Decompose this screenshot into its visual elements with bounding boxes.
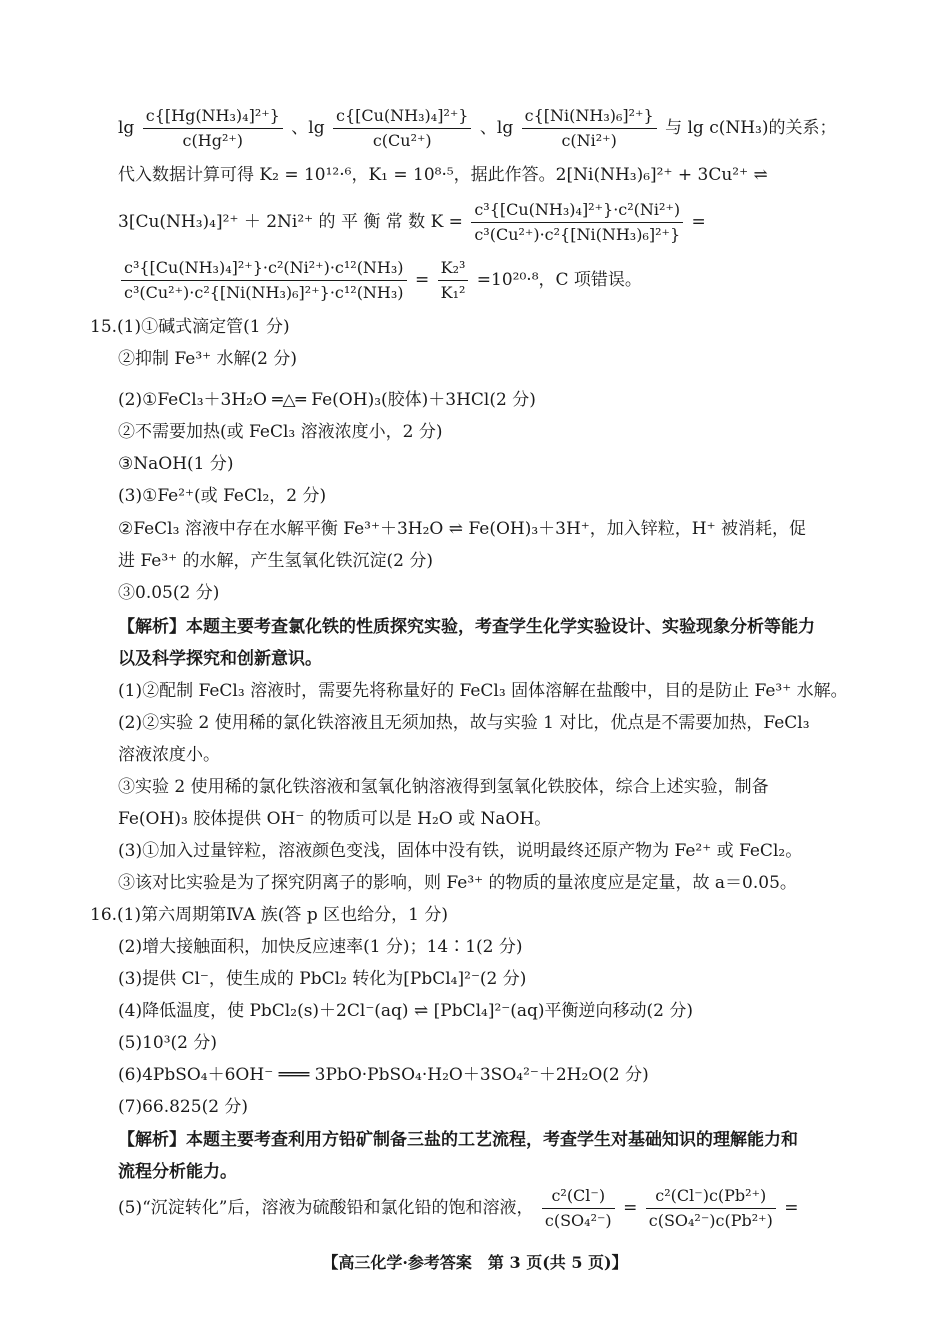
q16-line: (4)降低温度，使 PbCl₂(s)＋2Cl⁻(aq) ⇌ [PbCl₄]²⁻(aq)平衡逆向移动(2 分) (118, 1001, 694, 1021)
q15-analysis-heading: 以及科学探究和创新意识。 (118, 649, 322, 669)
q15-analysis-line: ③该对比实验是为了探究阴离子的影响，则 Fe³⁺ 的物质的量浓度应是定量，故 a＝0.05。 (118, 873, 797, 893)
q16-title: 16.(1)第六周期第ⅣA 族(答 p 区也给分，1 分) (90, 905, 448, 925)
equals-sign: = (414, 270, 430, 290)
q15-line: ③NaOH(1 分) (118, 454, 234, 474)
k-result: =10²⁰·⁸，C 项错误。 (476, 270, 642, 290)
q15-analysis-heading: 【解析】本题主要考查氯化铁的性质探究实验，考查学生化学实验设计、实验现象分析等能力 (118, 617, 815, 637)
fraction-denominator: c³(Cu²⁺)·c²{[Ni(NH₃)₆]²⁺} (474, 225, 681, 244)
ni-fraction (522, 104, 657, 153)
relation-suffix: 与 lg c(NH₃)的关系； (665, 118, 837, 138)
q15-analysis-line: ③实验 2 使用稀的氯化铁溶液和氢氧化钠溶液得到氢氧化铁胶体，综合上述实验，制备 (118, 777, 769, 797)
page-footer: 【高三化学·参考答案 第 3 页(共 5 页)】 (322, 1253, 628, 1272)
lg-prefix: lg (118, 118, 135, 138)
equals-sign: = (784, 1198, 799, 1218)
q15-line: ③0.05(2 分) (118, 583, 220, 603)
q15-analysis-line: (2)②实验 2 使用稀的氯化铁溶液且无须加热，故与实验 1 对比，优点是不需要加热，FeCl₃ (118, 713, 810, 733)
fraction-numerator: c{[Ni(NH₃)₆]²⁺} (522, 104, 657, 129)
k-ratio-fraction (438, 256, 469, 305)
cl-pb-fraction (646, 1184, 776, 1233)
q16-analysis-heading: 【解析】本题主要考查利用方铅矿制备三盐的工艺流程，考查学生对基础知识的理解能力和 (118, 1130, 798, 1150)
q16-analysis-heading: 流程分析能力。 (118, 1162, 237, 1182)
q15-analysis-line: Fe(OH)₃ 胶体提供 OH⁻ 的物质可以是 H₂O 或 NaOH。 (118, 809, 552, 829)
q15-line: 进 Fe³⁺ 的水解，产生氢氧化铁沉淀(2 分) (118, 551, 434, 571)
formula-prefix: (5)“沉淀转化”后，溶液为硫酸铅和氯化铅的饱和溶液， (118, 1198, 534, 1218)
separator: 、lg (479, 118, 514, 138)
fraction-numerator: K₂³ (438, 256, 469, 281)
fraction-numerator: c{[Cu(NH₃)₄]²⁺} (333, 104, 471, 129)
fraction-denominator: c(Cu²⁺) (372, 131, 432, 150)
equilibrium-constant-line (118, 198, 862, 247)
fraction-numerator: c{[Hg(NH₃)₄]²⁺} (143, 104, 283, 129)
q15-analysis-line: (3)①加入过量锌粒，溶液颜色变浅，固体中没有铁，说明最终还原产物为 Fe²⁺ 或 FeCl₂。 (118, 841, 803, 861)
constant-prefix: 3[Cu(NH₃)₄]²⁺ ＋ 2Ni²⁺ 的 平 衡 常 数 K = (118, 212, 463, 232)
fraction-numerator: c²(Cl⁻)c(Pb²⁺) (646, 1184, 776, 1209)
q16-line: (6)4PbSO₄＋6OH⁻ ═══ 3PbO·PbSO₄·H₂O＋3SO₄²⁻＋2H₂O(2 分) (118, 1065, 649, 1085)
fraction-numerator: c²(Cl⁻) (542, 1184, 615, 1209)
separator: 、lg (291, 118, 325, 138)
fraction-denominator: c(SO₄²⁻) (544, 1211, 612, 1230)
fraction-denominator: c³(Cu²⁺)·c²{[Ni(NH₃)₆]²⁺}·c¹²(NH₃) (124, 283, 404, 302)
cu-fraction (333, 104, 471, 153)
equals-sign: = (691, 212, 706, 232)
q16-line: (2)增大接触面积，加快反应速率(1 分)；14∶1(2 分) (118, 937, 523, 957)
q15-analysis-line: 溶液浓度小。 (118, 745, 220, 765)
hg-fraction (143, 104, 283, 153)
k-fraction (471, 198, 683, 247)
fraction-numerator: c³{[Cu(NH₃)₄]²⁺}·c²(Ni²⁺)·c¹²(NH₃) (121, 256, 407, 281)
fraction-numerator: c³{[Cu(NH₃)₄]²⁺}·c²(Ni²⁺) (471, 198, 683, 223)
q16-analysis-formula-line (118, 1184, 862, 1233)
cl-so4-fraction (542, 1184, 615, 1233)
relation-line (118, 104, 862, 153)
k-values-line: 代入数据计算可得 K₂ = 10¹²·⁶，K₁ = 10⁸·⁵，据此作答。2[Ni(NH₃)₆]²⁺ + 3Cu²⁺ ⇌ (118, 165, 768, 185)
q15-line: ②FeCl₃ 溶液中存在水解平衡 Fe³⁺＋3H₂O ⇌ Fe(OH)₃＋3H⁺，加入锌粒，H⁺ 被消耗，促 (118, 519, 806, 539)
q15-title: 15.(1)①碱式滴定管(1 分) (90, 317, 290, 337)
expanded-fraction (121, 256, 407, 305)
q15-analysis-line: (1)②配制 FeCl₃ 溶液时，需要先将称量好的 FeCl₃ 固体溶解在盐酸中，目的是防止 Fe³⁺ 水解。 (118, 681, 848, 701)
q15-line: (3)①Fe²⁺(或 FeCl₂，2 分) (118, 486, 327, 506)
k-derivation-line (118, 256, 862, 305)
q16-line: (5)10³(2 分) (118, 1033, 218, 1053)
q15-line: ②不需要加热(或 FeCl₃ 溶液浓度小，2 分) (118, 422, 443, 442)
q16-line: (7)66.825(2 分) (118, 1097, 249, 1117)
fraction-denominator: c(SO₄²⁻)c(Pb²⁺) (648, 1211, 773, 1230)
q16-line: (3)提供 Cl⁻，使生成的 PbCl₂ 转化为[PbCl₄]²⁻(2 分) (118, 969, 527, 989)
q15-line: ②抑制 Fe³⁺ 水解(2 分) (118, 349, 298, 369)
fraction-denominator: K₁² (440, 283, 466, 302)
q15-line: (2)①FeCl₃＋3H₂O ═△═ Fe(OH)₃(胶体)＋3HCl(2 分) (118, 390, 536, 410)
equals-sign: = (623, 1198, 638, 1218)
fraction-denominator: c(Hg²⁺) (182, 131, 244, 150)
fraction-denominator: c(Ni²⁺) (561, 131, 617, 150)
